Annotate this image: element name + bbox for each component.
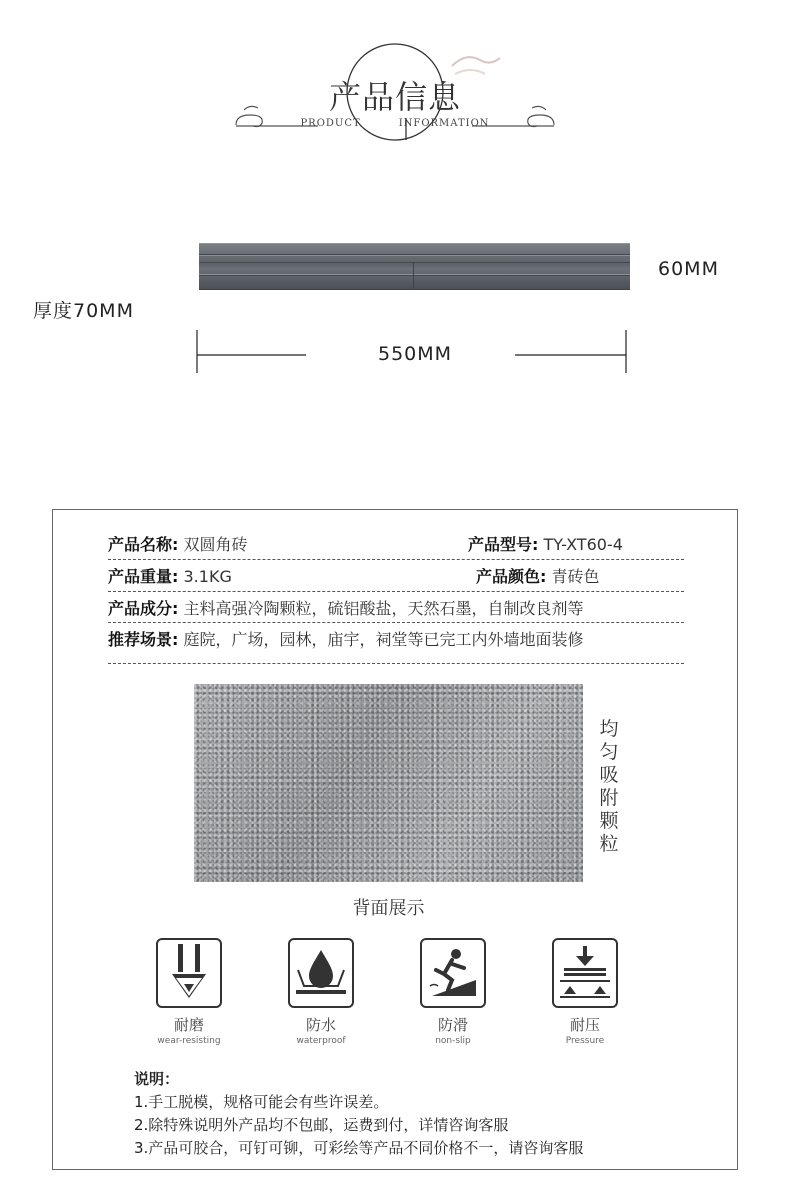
feature-cn-label: 防水: [305, 1016, 336, 1034]
side-char: 附: [599, 787, 619, 809]
divider: [108, 591, 684, 592]
note-item: 2.除特殊说明外产品均不包邮，运费到付，详情咨询客服: [134, 1116, 509, 1134]
back-view-caption: 背面展示: [352, 898, 425, 919]
product-name-value: 双圆角砖: [183, 535, 248, 554]
product-weight-value: 3.1KG: [183, 567, 232, 586]
spec-row-weight-color: [108, 564, 684, 594]
feature-cn-label: 耐磨: [173, 1016, 204, 1034]
pressure-icon: [552, 938, 618, 1008]
product-name-label: 产品名称:: [108, 535, 179, 554]
product-composition-label: 产品成分:: [108, 599, 179, 618]
thickness-dimension-label: 厚度70MM: [33, 300, 134, 322]
divider: [108, 663, 684, 664]
product-composition-value: 主料高强冷陶颗粒，硫铝酸盐，天然石墨，自制改良剂等: [183, 599, 584, 618]
feature-waterproof: [276, 938, 366, 1046]
note-item: 3.产品可胶合，可钉可铆，可彩绘等产品不同价格不一，请咨询客服: [134, 1139, 584, 1157]
back-surface-image: [194, 684, 583, 882]
product-model-label: 产品型号:: [468, 535, 539, 554]
spec-row-name-model: [108, 532, 684, 562]
feature-en-label: waterproof: [296, 1036, 346, 1046]
page-subtitle: [0, 118, 790, 129]
side-char: 粒: [599, 833, 619, 855]
side-char: 匀: [599, 741, 619, 763]
divider: [108, 559, 684, 560]
feature-en-label: Pressure: [565, 1036, 605, 1046]
height-dimension-label: 60MM: [658, 258, 719, 280]
product-color-label: 产品颜色:: [476, 567, 547, 586]
product-model-value: TY-XT60-4: [543, 535, 623, 554]
feature-cn-label: 耐压: [569, 1016, 600, 1034]
length-dimension-label: 550MM: [378, 343, 453, 365]
note-item: 1.手工脱模，规格可能会有些许误差。: [134, 1093, 389, 1111]
feature-cn-label: 防滑: [437, 1016, 468, 1034]
tool-wear-icon: [156, 938, 222, 1008]
feature-en-label: wear-resisting: [157, 1036, 221, 1046]
side-caption-vertical: [597, 718, 621, 856]
side-char: 颗: [599, 810, 619, 832]
subtitle-right: INFORMATION: [398, 118, 490, 129]
page-title: 产品信息: [328, 78, 461, 116]
feature-wear: [144, 938, 234, 1046]
product-scene-value: 庭院，广场，园林，庙宇，祠堂等已完工内外墙地面装修: [183, 630, 584, 649]
side-char: 吸: [599, 764, 619, 786]
product-color-value: 青砖色: [551, 567, 600, 586]
water-drop-icon: [288, 938, 354, 1008]
side-char: 均: [599, 718, 619, 740]
feature-en-label: non-slip: [435, 1036, 471, 1046]
subtitle-left: PRODUCT: [300, 118, 361, 129]
brick-side-image: [199, 243, 630, 290]
notes-title: 说明：: [134, 1070, 180, 1088]
feature-pressure: [540, 938, 630, 1046]
product-scene-label: 推荐场景:: [108, 630, 179, 649]
spec-row-scene: [108, 627, 684, 657]
product-weight-label: 产品重量:: [108, 567, 179, 586]
feature-nonslip: [408, 938, 498, 1046]
divider: [108, 622, 684, 623]
slip-person-icon: [420, 938, 486, 1008]
